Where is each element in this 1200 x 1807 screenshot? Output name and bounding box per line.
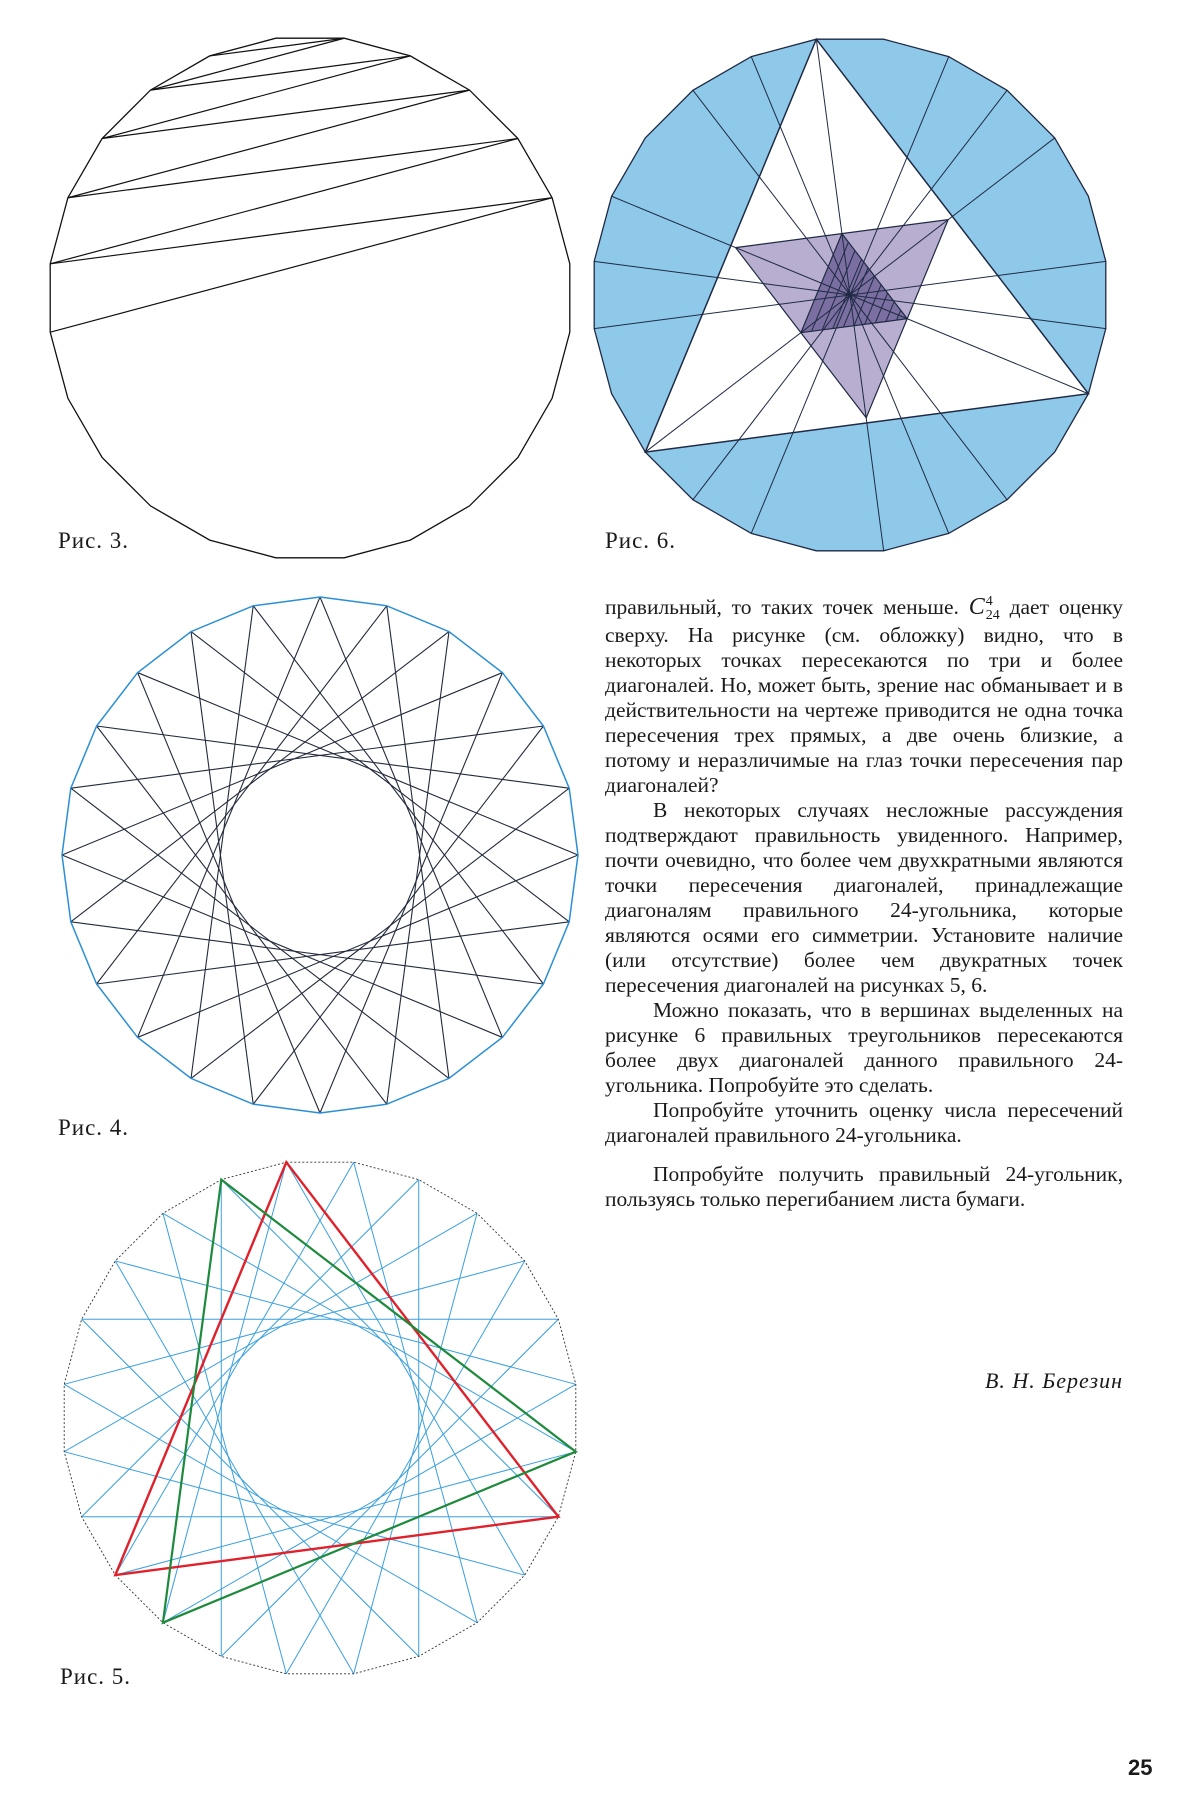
- star-diagonal: [97, 606, 387, 984]
- star-diagonal: [163, 1213, 576, 1451]
- article-text: [605, 595, 1123, 1212]
- zigzag-diagonal: [68, 90, 470, 198]
- star-diagonal: [62, 673, 502, 855]
- star-diagonal: [64, 1452, 524, 1575]
- star-diagonal: [221, 1180, 558, 1517]
- star-diagonal: [320, 673, 502, 1113]
- binomial-sub: 24: [985, 608, 1000, 623]
- paragraph-5: Попробуйте получить правильный 24-угольник, пользуясь только перегибанием листа бумаги.: [605, 1162, 1123, 1211]
- star-diagonal: [354, 1162, 477, 1622]
- star-diagonal: [71, 922, 544, 984]
- star-diagonal: [97, 922, 570, 984]
- figure-6-caption: Рис. 6.: [605, 528, 677, 553]
- star-diagonal: [82, 1180, 419, 1517]
- star-diagonal: [64, 1384, 477, 1622]
- star-diagonal: [191, 606, 253, 1079]
- star-diagonal: [138, 855, 578, 1037]
- zigzag-diagonal: [50, 198, 552, 264]
- paragraph-2: В некоторых случаях несложные рассуждения подтверждают правильность увиденного. Например, почти очевидно, что более чем двухкратными являются точки пересечения диагоналей, принадлежащие диагоналям правильного 24-угольника, которые являются осями его симметрии. Установите наличие (или отсутствие) более чем двукратных точек пересечения диагоналей на рисунках 5, 6.: [605, 798, 1123, 997]
- star-diagonal: [97, 726, 387, 1104]
- star-diagonal: [138, 673, 320, 1113]
- star-diagonal: [138, 597, 320, 1037]
- star-diagonal: [191, 788, 569, 1078]
- author-signature: В. Н. Березин: [984, 1368, 1123, 1393]
- paragraph-4: Попробуйте уточнить оценку числа пересечений диагоналей правильного 24-угольника.: [605, 1098, 1123, 1147]
- figure-6-triangles-polygon: [580, 30, 1120, 570]
- star-diagonal: [115, 1162, 353, 1575]
- star-diagonal: [62, 855, 502, 1037]
- star-diagonal: [221, 1319, 558, 1656]
- zigzag-diagonal: [102, 90, 469, 138]
- binomial-sup: 4: [985, 594, 993, 609]
- star-diagonal: [286, 1261, 524, 1674]
- figure-5-star-with-triangles: [50, 1150, 590, 1690]
- figure-4-star-polygon: [50, 585, 590, 1125]
- star-diagonal: [354, 1213, 477, 1673]
- zigzag-diagonal: [102, 56, 410, 139]
- polygon-outline: [64, 1162, 576, 1674]
- star-diagonal: [286, 1162, 524, 1575]
- star-diagonal: [163, 1384, 576, 1622]
- star-diagonal: [71, 726, 544, 788]
- zigzag-diagonal: [50, 139, 518, 264]
- paragraph-3: Можно показать, что в вершинах выделенных на рисунке 6 правильных треугольников пересекаются более двух диагоналей данного правильного 24-угольника. Попробуйте это сделать.: [605, 998, 1123, 1097]
- figure-5-caption: Рис. 5.: [60, 1664, 132, 1689]
- star-diagonal: [387, 606, 449, 1079]
- star-diagonal: [387, 632, 449, 1105]
- star-diagonal: [71, 632, 449, 922]
- star-diagonal: [64, 1261, 524, 1384]
- zigzag-diagonal: [50, 198, 552, 332]
- star-diagonal: [253, 726, 543, 1104]
- star-diagonal: [138, 673, 578, 855]
- star-diagonal: [191, 632, 569, 922]
- star-diagonal: [82, 1319, 419, 1656]
- star-diagonal: [253, 606, 543, 984]
- page-number: 25: [1128, 1755, 1153, 1780]
- polygon-outline: [62, 597, 578, 1113]
- zigzag-diagonal: [151, 56, 411, 90]
- star-diagonal: [163, 1162, 286, 1622]
- zigzag-diagonal: [210, 38, 344, 56]
- binomial-symbol: C: [968, 594, 985, 620]
- figure-3-zigzag-polygon: [40, 30, 580, 570]
- star-diagonal: [191, 632, 253, 1105]
- figure-3-caption: Рис. 3.: [58, 528, 130, 553]
- zigzag-diagonal: [68, 139, 518, 198]
- star-diagonal: [115, 1261, 575, 1384]
- star-diagonal: [115, 1452, 575, 1575]
- polygon-outline: [50, 38, 570, 558]
- star-diagonal: [115, 1261, 353, 1674]
- figure-4-caption: Рис. 4.: [58, 1115, 130, 1140]
- star-diagonal: [320, 597, 502, 1037]
- star-diagonal: [97, 726, 570, 788]
- star-diagonal: [71, 788, 449, 1078]
- star-diagonal: [64, 1213, 477, 1451]
- paragraph-1: правильный, то таких точек меньше. $C^4_{24}$ дает оценку сверху. На рисунке (см. обложку) видно, что в некоторых точках пересекаются по три и более диагоналей. Но, может быть, зрение нас обманывает и в действительности на чертеже приводится не одна точка пересечения трех прямых, а две очень близкие, а потому и неразличимые на глаз точки пересечения пар диагоналей?: [605, 594, 1124, 797]
- star-diagonal: [163, 1213, 286, 1673]
